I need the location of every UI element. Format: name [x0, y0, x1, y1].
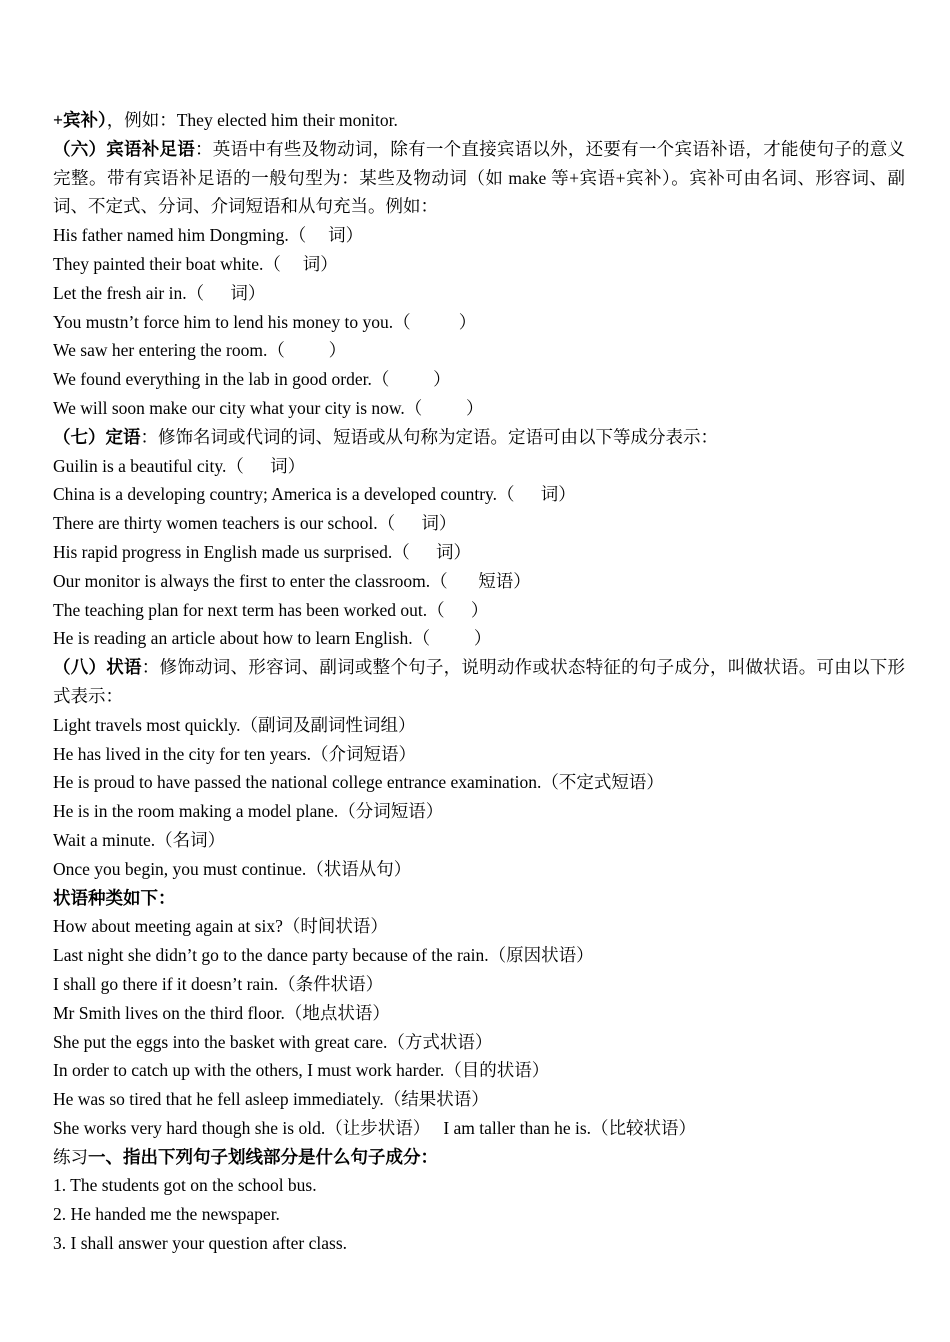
- section7-paragraph: [53, 423, 905, 452]
- exercise-item: 1. The students got on the school bus.: [53, 1175, 317, 1196]
- section8-heading: （八）状语: [53, 657, 142, 678]
- example-line: She put the eggs into the basket with great care.（方式状语）: [53, 1031, 493, 1052]
- example-line: In order to catch up with the others, I must work harder.（目的状语）: [53, 1060, 550, 1081]
- intro-bold: +宾补）: [53, 110, 107, 130]
- section6-text: ：英语中有些及物动词，除有一个直接宾语以外，还要有一个宾语补语，才能使句子的意义完整。带有宾语补足语的一般句型为：某些及物动词（如 make 等+宾语+宾补）。宾补可由名词、形容词、副词、不定式、分词、介词短语和从句充当。例如：: [53, 138, 906, 217]
- example-line: They painted their boat white.（ 词）: [53, 253, 338, 274]
- intro-rest: ，例如：They elected him their monitor.: [106, 110, 398, 130]
- exercise-heading: [53, 1143, 905, 1172]
- example-line: Guilin is a beautiful city.（ 词）: [53, 455, 306, 476]
- section8-paragraph: [53, 653, 905, 711]
- section7-text: ：修饰名词或代词的词、短语或从句称为定语。定语可由以下等成分表示：: [140, 426, 718, 447]
- example-line: His father named him Dongming.（ 词）: [53, 225, 364, 246]
- example-line: Let the fresh air in.（ 词）: [53, 282, 266, 303]
- adverbial-types-heading: 状语种类如下：: [53, 887, 176, 908]
- exercise-item: 2. He handed me the newspaper.: [53, 1204, 280, 1225]
- section8-text: ：修饰动词、形容词、副词或整个句子，说明动作或状态特征的句子成分，叫做状语。可由以下形式表示：: [53, 657, 906, 706]
- example-line: We saw her entering the room.（ ）: [53, 340, 347, 361]
- intro-line: [53, 106, 905, 135]
- example-line: We will soon make our city what your city is now.（ ）: [53, 397, 484, 418]
- example-line: His rapid progress in English made us surprised.（ 词）: [53, 541, 472, 562]
- example-line: He is reading an article about how to learn English.（ ）: [53, 628, 492, 649]
- example-line: Mr Smith lives on the third floor.（地点状语）: [53, 1002, 390, 1023]
- example-line: He is proud to have passed the national college entrance examination.（不定式短语）: [53, 772, 664, 793]
- section6-heading: （六）宾语补足语: [53, 138, 196, 159]
- example-line: China is a developing country; America is a developed country.（ 词）: [53, 484, 576, 505]
- example-line: You mustn’t force him to lend his money to you.（ ）: [53, 311, 477, 332]
- section6-paragraph: [53, 135, 905, 221]
- example-line: I shall go there if it doesn’t rain.（条件状语）: [53, 973, 384, 994]
- document-page: [53, 106, 905, 1258]
- example-line: How about meeting again at six?（时间状语）: [53, 916, 388, 937]
- example-line: He is in the room making a model plane.（分词短语）: [53, 801, 444, 822]
- example-line: She works very hard though she is old.（让步状语） I am taller than he is.（比较状语）: [53, 1117, 697, 1138]
- example-line: Once you begin, you must continue.（状语从句）: [53, 858, 412, 879]
- example-line: We found everything in the lab in good order.（ ）: [53, 369, 451, 390]
- example-line: Light travels most quickly.（副词及副词性词组）: [53, 714, 416, 735]
- example-line: He has lived in the city for ten years.（介词短语）: [53, 743, 417, 764]
- exercise-prefix: 练习: [53, 1146, 88, 1167]
- exercise-title: 一、指出下列句子划线部分是什么句子成分：: [88, 1146, 438, 1167]
- exercise-item: 3. I shall answer your question after class.: [53, 1233, 348, 1254]
- example-line: There are thirty women teachers is our school.（ 词）: [53, 513, 457, 534]
- example-line: Last night she didn’t go to the dance party because of the rain.（原因状语）: [53, 945, 594, 966]
- example-line: The teaching plan for next term has been worked out.（ ）: [53, 599, 489, 620]
- example-line: He was so tired that he fell asleep immediately.（结果状语）: [53, 1089, 489, 1110]
- section7-heading: （七）定语: [53, 426, 141, 447]
- example-line: Wait a minute.（名词）: [53, 829, 226, 850]
- example-line: Our monitor is always the first to enter the classroom.（ 短语）: [53, 570, 531, 591]
